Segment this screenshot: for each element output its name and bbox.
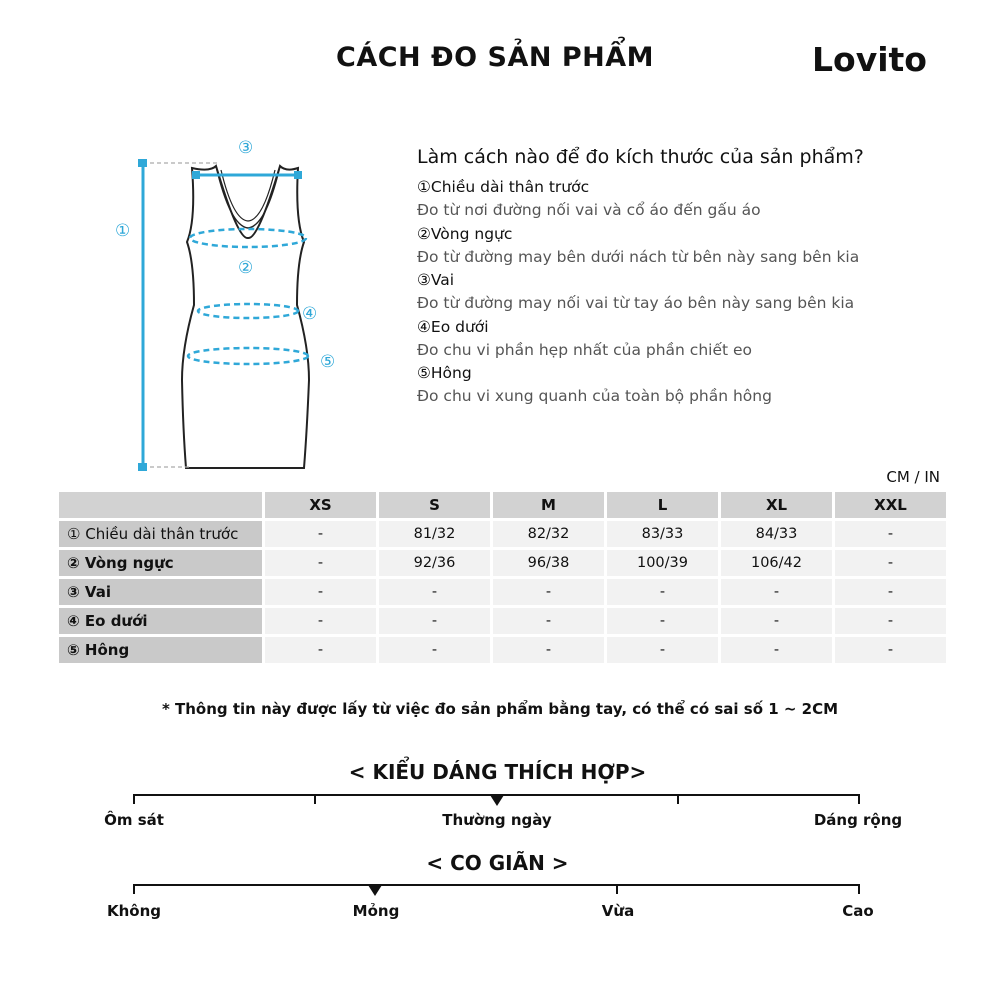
marker-4: ④: [302, 304, 318, 324]
size-header: XS: [265, 492, 376, 518]
marker-3: ③: [238, 138, 254, 158]
measurement-note: * Thông tin này được lấy từ việc đo sản phẩm bằng tay, có thể có sai số 1 ~ 2CM: [161, 700, 839, 718]
brand-logo: Lovito: [812, 40, 927, 79]
stretch-label: Cao: [842, 902, 874, 920]
how-to-measure: [417, 146, 977, 409]
fit-label: Dáng rộng: [813, 811, 903, 829]
item-heading: ①Chiều dài thân trước: [417, 178, 590, 196]
length-cap-top: [138, 159, 147, 167]
how-to-item: [417, 269, 977, 316]
row-label: ⑤ Hông: [59, 637, 262, 663]
how-to-question: Làm cách nào để đo kích thước của sản phẩm?: [417, 146, 864, 168]
table-cell: -: [379, 579, 490, 605]
marker-1: ①: [115, 221, 131, 241]
stretch-label: Vừa: [601, 902, 635, 920]
marker-2: ②: [238, 258, 254, 278]
stretch-scale-line: [133, 884, 860, 886]
shoulder-cap-left: [192, 171, 200, 179]
stretch-scale-tick: [858, 884, 860, 894]
fit-scale-tick: [314, 794, 316, 804]
how-to-item: [417, 362, 977, 409]
how-to-item: [417, 176, 977, 223]
fit-label: Ôm sát: [104, 811, 164, 829]
stretch-label: Mỏng: [352, 902, 400, 920]
table-cell: 83/33: [607, 521, 718, 547]
table-cell: -: [265, 550, 376, 576]
row-label: ④ Eo dưới: [59, 608, 262, 634]
size-table: [56, 489, 949, 666]
table-cell: 96/38: [493, 550, 604, 576]
table-header-row: [59, 492, 946, 518]
size-header: XL: [721, 492, 832, 518]
shoulder-cap-right: [294, 171, 302, 179]
table-cell: -: [607, 637, 718, 663]
fit-scale-tick: [133, 794, 135, 804]
stretch-scale-title: < CO GIÃN >: [426, 851, 569, 875]
table-cell: -: [835, 579, 946, 605]
hip-ellipse: [188, 348, 308, 364]
table-cell: -: [379, 608, 490, 634]
item-description: Đo chu vi phần hẹp nhất của phần chiết eo: [417, 340, 753, 359]
table-cell: 81/32: [379, 521, 490, 547]
item-description: Đo từ đường may bên dưới nách từ bên này sang bên kia: [417, 247, 860, 266]
table-row: [59, 521, 946, 547]
table-cell: 82/32: [493, 521, 604, 547]
size-header: S: [379, 492, 490, 518]
item-description: Đo từ nơi đường nối vai và cổ áo đến gấu áo: [417, 201, 761, 219]
how-to-item: [417, 316, 977, 363]
table-cell: -: [721, 637, 832, 663]
table-cell: -: [721, 579, 832, 605]
unit-label: CM / IN: [886, 468, 940, 486]
table-cell: -: [835, 521, 946, 547]
stretch-scale-tick: [133, 884, 135, 894]
table-row: [59, 637, 946, 663]
table-cell: -: [265, 579, 376, 605]
fit-scale-title: < KIỂU DÁNG THÍCH HỢP>: [348, 760, 647, 784]
table-cell: -: [607, 608, 718, 634]
stretch-label: Không: [106, 902, 162, 920]
table-cell: 100/39: [607, 550, 718, 576]
table-cell: 106/42: [721, 550, 832, 576]
fit-scale-tick: [858, 794, 860, 804]
page-title: CÁCH ĐO SẢN PHẨM: [336, 42, 654, 73]
item-description: Đo từ đường may nối vai từ tay áo bên này sang bên kia: [417, 294, 855, 312]
table-row: [59, 579, 946, 605]
stretch-selected-marker-icon: [368, 885, 382, 896]
table-cell: -: [493, 579, 604, 605]
fit-selected-marker-icon: [490, 795, 504, 806]
size-header: L: [607, 492, 718, 518]
row-label: ③ Vai: [59, 579, 262, 605]
item-heading: ④Eo dưới: [417, 317, 489, 336]
waist-ellipse: [198, 304, 298, 318]
row-label: ② Vòng ngực: [59, 550, 262, 576]
how-to-item: [417, 223, 977, 270]
table-row: [59, 550, 946, 576]
neckline-inner: [221, 170, 275, 221]
table-cell: -: [265, 521, 376, 547]
size-header: XXL: [835, 492, 946, 518]
table-cell: -: [265, 637, 376, 663]
table-cell: -: [835, 637, 946, 663]
table-cell: -: [493, 608, 604, 634]
marker-5: ⑤: [320, 352, 336, 372]
stretch-scale-tick: [616, 884, 618, 894]
item-heading: ②Vòng ngực: [417, 224, 513, 243]
table-cell: -: [265, 608, 376, 634]
item-heading: ③Vai: [417, 271, 455, 289]
table-cell: -: [835, 608, 946, 634]
table-cell: 92/36: [379, 550, 490, 576]
table-corner: [59, 492, 262, 518]
item-heading: ⑤Hông: [417, 364, 472, 382]
table-cell: 84/33: [721, 521, 832, 547]
fit-label: Thường ngày: [442, 811, 552, 829]
size-header: M: [493, 492, 604, 518]
table-cell: -: [379, 637, 490, 663]
table-cell: -: [721, 608, 832, 634]
table-cell: -: [607, 579, 718, 605]
fit-scale-tick: [677, 794, 679, 804]
table-cell: -: [835, 550, 946, 576]
length-cap-bottom: [138, 463, 147, 471]
item-description: Đo chu vi xung quanh của toàn bộ phần hông: [417, 387, 772, 405]
dress-diagram: [100, 130, 360, 480]
table-cell: -: [493, 637, 604, 663]
row-label: ① Chiều dài thân trước: [59, 521, 262, 547]
table-row: [59, 608, 946, 634]
